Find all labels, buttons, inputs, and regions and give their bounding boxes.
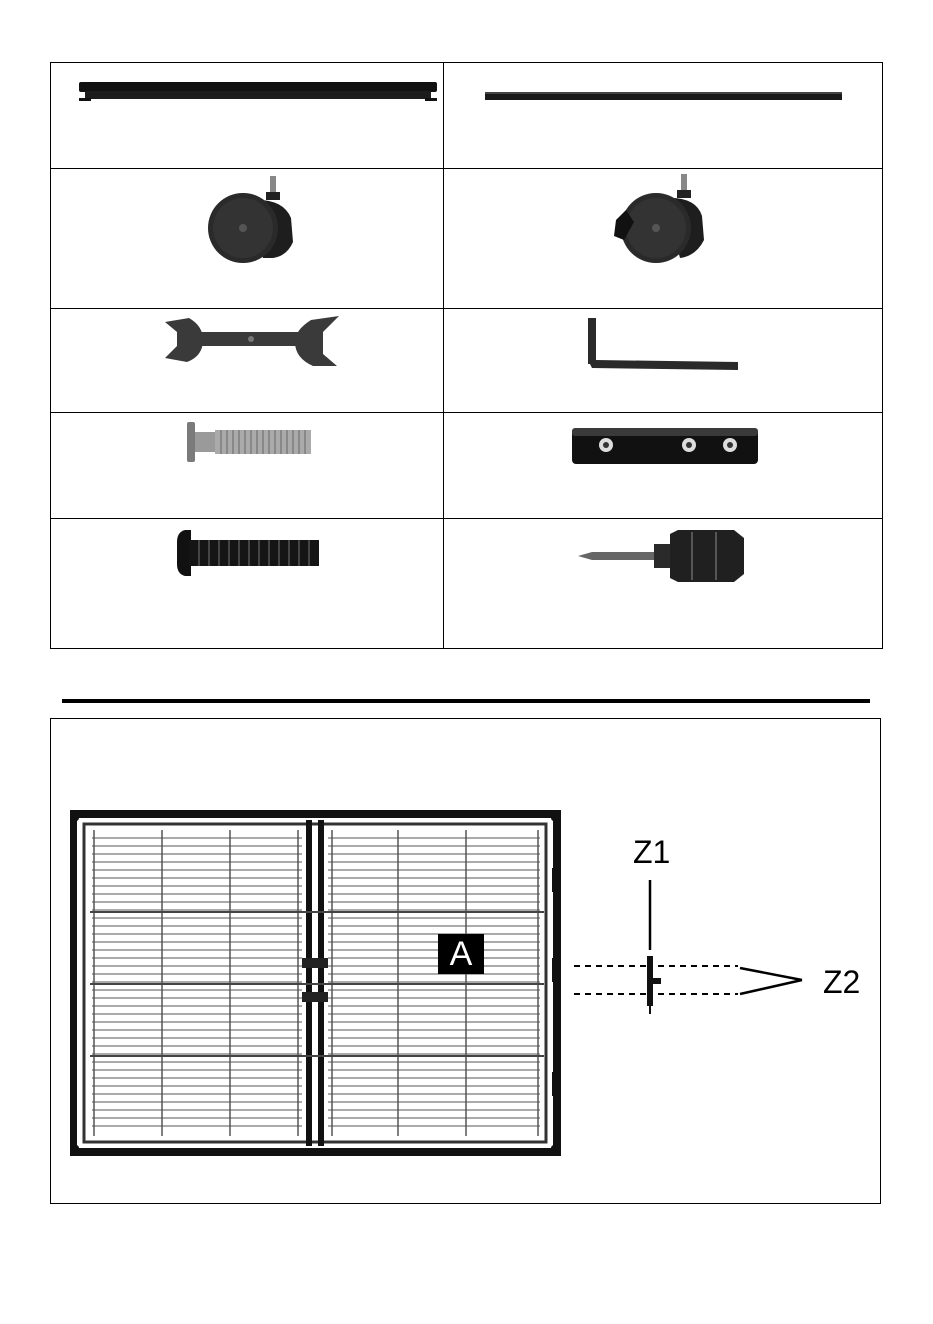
section-divider — [62, 699, 870, 703]
parts-cell — [51, 413, 444, 519]
black-screw-icon — [51, 520, 444, 648]
parts-row — [51, 63, 883, 169]
parts-cell — [444, 63, 883, 169]
connector-plate-icon — [444, 414, 883, 518]
open-wrench-icon — [51, 310, 444, 412]
long-rail-icon — [51, 64, 444, 168]
parts-cell — [444, 413, 883, 519]
mesh-panel-illustration — [70, 808, 570, 1160]
parts-cell — [444, 169, 883, 309]
parts-row — [51, 519, 883, 649]
parts-cell — [51, 63, 444, 169]
parts-row — [51, 309, 883, 413]
thin-rod-icon — [444, 64, 883, 168]
z2-label: Z2 — [823, 964, 861, 1000]
parts-cell — [444, 519, 883, 649]
allen-key-icon — [444, 310, 883, 412]
caster-wheel-brake-icon — [444, 170, 883, 308]
parts-cell — [51, 169, 444, 309]
parts-cell — [51, 309, 444, 413]
parts-row — [51, 169, 883, 309]
parts-cell — [444, 309, 883, 413]
connector-callout — [570, 878, 820, 1018]
bolt-icon — [51, 414, 444, 518]
parts-row — [51, 413, 883, 519]
panel-label-a: A — [438, 934, 484, 974]
parts-cell — [51, 519, 444, 649]
parts-table — [50, 62, 883, 649]
caster-wheel-icon — [51, 170, 444, 308]
z1-label: Z1 — [633, 834, 671, 870]
screwdriver-icon — [444, 520, 883, 648]
